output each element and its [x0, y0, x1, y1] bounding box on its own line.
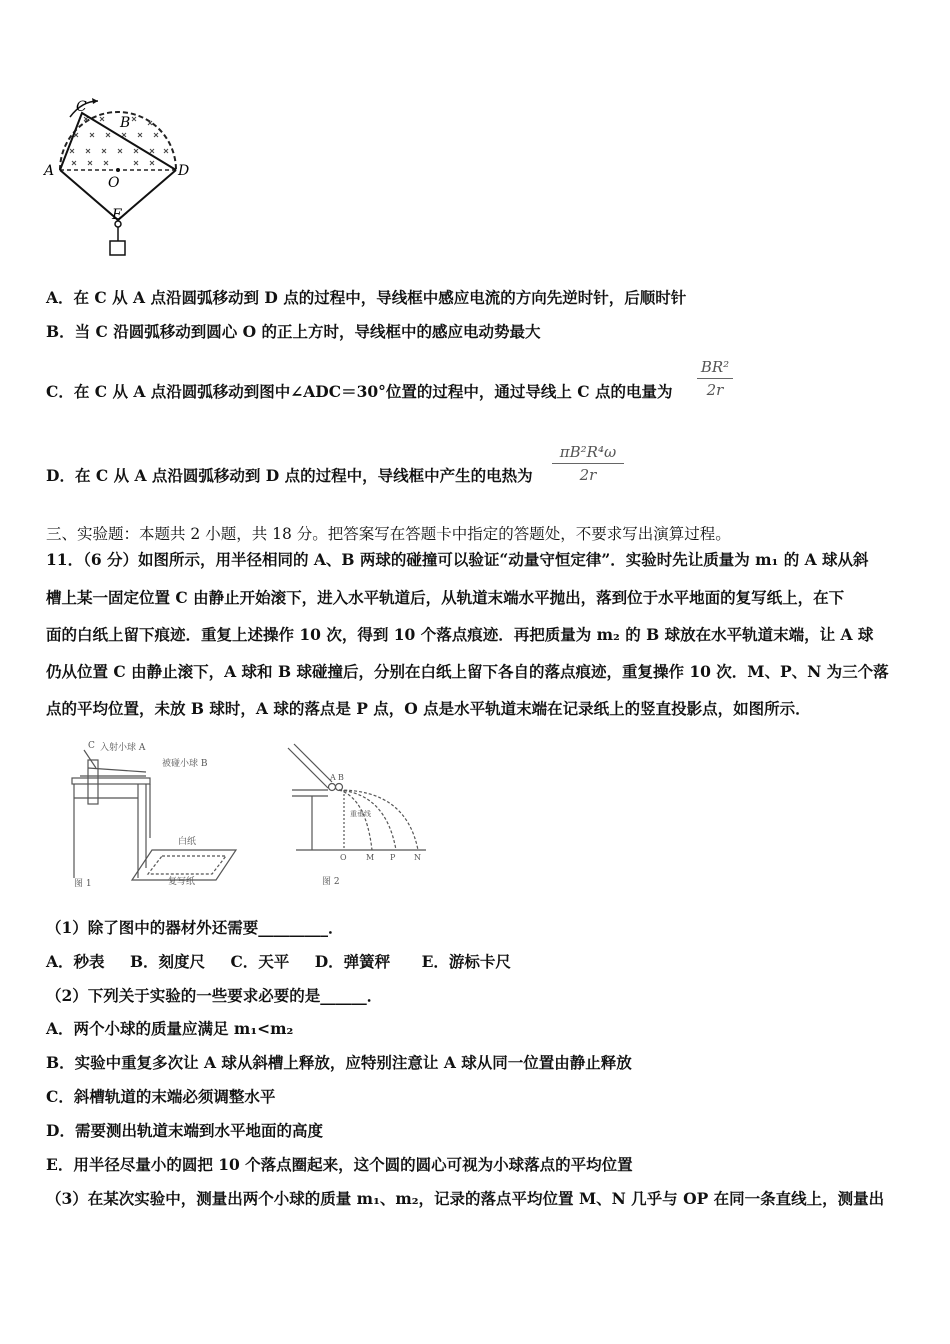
option-d: D．在 C 从 A 点沿圆弧移动到 D 点的过程中，导线框中产生的电热为: [46, 466, 533, 485]
option-a: A．在 C 从 A 点沿圆弧移动到 D 点的过程中，导线框中感应电流的方向先逆时针，后顺时针: [46, 288, 687, 307]
q1-option-a: A．秒表: [46, 952, 105, 971]
label-E: E: [112, 207, 123, 223]
figure-wire-frame: [40, 95, 200, 265]
fig2-label: 图 2: [322, 877, 340, 887]
q1-option-e: E．游标卡尺: [421, 952, 511, 971]
label-C: C: [76, 99, 87, 115]
q3-stem: （3）在某次实验中，测量出两个小球的质量 m₁、m₂，记录的落点平均位置 M、N 几乎与 OP 在同一条直线上，测量出: [46, 1189, 885, 1208]
q1-options: [46, 950, 511, 972]
q11-line-4: 仍从位置 C 由静止滚下，A 球和 B 球碰撞后，分别在白纸上留下各自的落点痕迹，重复操作 10 次．M、P、N 为三个落: [46, 662, 889, 681]
q11-line-2: 槽上某一固定位置 C 由静止开始滚下，进入水平轨道后，从轨道末端水平抛出，落到位于水平地面的复写纸上，在下: [46, 588, 845, 607]
section-heading: 三、实验题：本题共 2 小题，共 18 分。把答案写在答题卡中指定的答题处，不要求写出演算过程。: [46, 525, 731, 543]
label-O: O: [108, 175, 120, 191]
q2-option-e: E．用半径尽量小的圆把 10 个落点圈起来，这个圆的圆心可视为小球落点的平均位置: [46, 1155, 633, 1174]
q11-line-3: 面的白纸上留下痕迹．重复上述操作 10 次，得到 10 个落点痕迹．再把质量为 m₂ 的 B 球放在水平轨道末端，让 A 球: [46, 625, 874, 644]
fig1-white-paper: 白纸: [178, 837, 197, 847]
fig2-point-N: N: [414, 853, 421, 862]
option-b: B．当 C 沿圆弧移动到圆心 O 的正上方时，导线框中的感应电动势最大: [46, 322, 541, 341]
label-B: B: [120, 115, 131, 131]
fig1-ball-a-label: 入射小球 A: [100, 743, 146, 753]
q2-option-b: B．实验中重复多次让 A 球从斜槽上释放，应特别注意让 A 球从同一位置由静止释放: [46, 1053, 632, 1072]
option-c: C．在 C 从 A 点沿圆弧移动到图中∠ADC＝30°位置的过程中，通过导线上 C 点的电量为: [46, 382, 673, 401]
figure-experiment: [66, 738, 446, 888]
label-D: D: [178, 163, 190, 179]
fig2-point-B: B: [338, 773, 344, 782]
option-d-fraction: πB²R⁴ω 2r: [552, 443, 624, 484]
fig2-point-M: M: [366, 853, 375, 862]
fig1-label: 图 1: [74, 879, 92, 888]
fig1-carbon-paper: 复写纸: [168, 877, 196, 887]
q2-option-c: C．斜槽轨道的末端必须调整水平: [46, 1087, 276, 1106]
q2-option-a: A．两个小球的质量应满足 m₁<m₂: [46, 1019, 294, 1038]
q2-option-d: D．需要测出轨道末端到水平地面的高度: [46, 1121, 323, 1140]
q2-stem: （2）下列关于实验的一些要求必要的是______．: [46, 986, 383, 1005]
fig1-point-C: C: [88, 741, 95, 751]
q11-line-1: 11．（6 分）如图所示，用半径相同的 A、B 两球的碰撞可以验证“动量守恒定律”．实验时先让质量为 m₁ 的 A 球从斜: [46, 550, 869, 569]
fig1-ball-b-label: 被碰小球 B: [162, 759, 208, 769]
fig2-point-O: O: [340, 853, 347, 862]
q11-line-5: 点的平均位置，未放 B 球时，A 球的落点是 P 点，O 点是水平轨道末端在记录纸上的竖直投影点，如图所示．: [46, 699, 811, 718]
fig2-point-A: A: [330, 773, 336, 782]
option-c-fraction: BR² 2r: [697, 358, 733, 399]
q1-stem: （1）除了图中的器材外还需要_________．: [46, 918, 344, 937]
q1-option-b: B．刻度尺: [129, 952, 206, 971]
q1-option-c: C．天平: [230, 952, 290, 971]
fig2-plumb: 重垂线: [350, 810, 371, 818]
q1-option-d: D．弹簧秤: [314, 952, 391, 971]
label-A: A: [44, 163, 55, 179]
fig2-point-P: P: [390, 853, 396, 862]
